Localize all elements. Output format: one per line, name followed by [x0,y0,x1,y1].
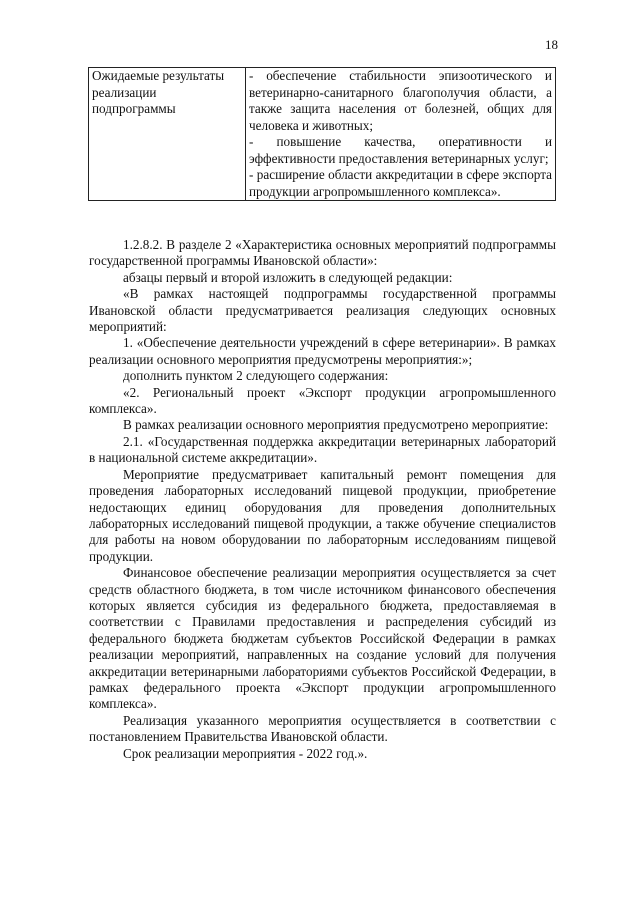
paragraph: Реализация указанного мероприятия осуществляется в соответствии с постановлением Правительства Ивановской области. [89,712,556,745]
paragraph: «В рамках настоящей подпрограммы государственной программы Ивановской области предусматривается реализация следующих основных мероприятий: [89,286,556,335]
paragraph: Мероприятие предусматривает капитальный ремонт помещения для проведения лабораторных исследований пищевой продукции, приобретение недостающих единиц оборудования для проведения дополнительных лабораторных исследований пищевой продукции, а также обучение специалистов для работы на новом оборудовании по лабораторным исследованиям пищевой продукции. [89,466,556,564]
paragraph: «2. Региональный проект «Экспорт продукции агропромышленного комплекса». [89,384,556,417]
paragraph: абзацы первый и второй изложить в следующей редакции: [123,269,453,285]
table-value-cell [246,68,556,201]
paragraph-section-heading: 1.2.8.2. В разделе 2 «Характеристика основных мероприятий подпрограммы государственной программы Ивановской области»: [89,237,556,269]
result-item: - повышение качества, оперативности и эффективности предоставления ветеринарных услуг; [249,134,552,166]
paragraph: 2.1. «Государственная поддержка аккредитации ветеринарных лабораторий в национальной системе аккредитации». [89,433,556,466]
result-item: - расширение области аккредитации в сфере экспорта продукции агропромышленного комплекса». [249,167,552,199]
page-number: 18 [545,37,558,52]
result-item: - обеспечение стабильности эпизоотического и ветеринарно-санитарного благополучия области, а также защита населения от болезней, общих для человека и животных; [249,68,552,133]
document-body [89,237,556,762]
paragraph: дополнить пунктом 2 следующего содержания: [123,368,389,384]
table-label-cell: Ожидаемые результаты реализации подпрограммы [89,68,246,201]
paragraph: 1. «Обеспечение деятельности учреждений в сфере ветеринарии». В рамках реализации основного мероприятия предусмотрены мероприятия:»; [89,335,556,367]
paragraph: Финансовое обеспечение реализации мероприятия осуществляется за счет средств областного бюджета, в том числе источником финансового обеспечения которых является субсидия из федерального бюджета, предоставляемая в соответствии с Правилами предоставления и распределения субсидий из федерального бюджета бюджетам субъектов Российской Федерации в рамках реализации мероприятий, направленных на создание условий для получения аккредитации ветеринарными лабораториями субъектов Российской Федерации, в рамках федерального проекта «Экспорт продукции агропромышленного комплекса». [89,565,556,712]
paragraph: Срок реализации мероприятия - 2022 год.». [123,745,368,761]
results-table [88,67,556,201]
table-row [89,68,556,201]
paragraph: В рамках реализации основного мероприятия предусмотрено мероприятие: [123,417,549,433]
